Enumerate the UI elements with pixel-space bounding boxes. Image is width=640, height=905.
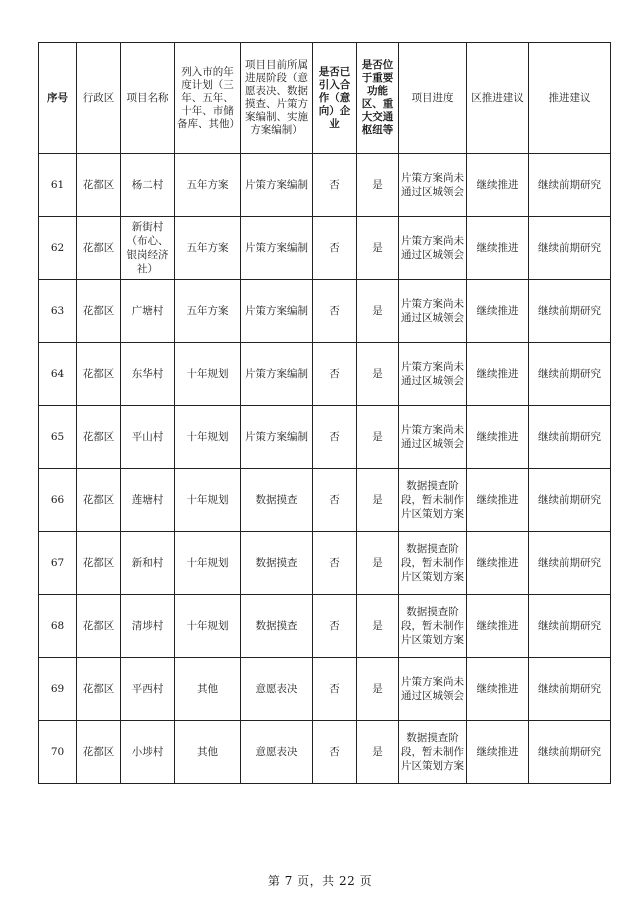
cell-name: 平西村 xyxy=(121,658,175,721)
cell-no: 62 xyxy=(39,217,77,280)
header-plan: 列入市的年度计划（三年、五年、十年、市储备库、其他） xyxy=(175,43,241,154)
cell-cooperation: 否 xyxy=(313,532,357,595)
cell-no: 65 xyxy=(39,406,77,469)
page-number: 第 7 页，共 22 页 xyxy=(267,874,373,888)
cell-advice: 继续前期研究 xyxy=(529,658,611,721)
cell-location: 是 xyxy=(357,406,399,469)
header-name: 项目名称 xyxy=(121,43,175,154)
cell-stage: 片策方案编制 xyxy=(241,280,313,343)
cell-location: 是 xyxy=(357,469,399,532)
cell-advice: 继续前期研究 xyxy=(529,469,611,532)
header-advice: 推进建议 xyxy=(529,43,611,154)
cell-no: 66 xyxy=(39,469,77,532)
cell-progress: 片策方案尚未通过区城领会 xyxy=(399,343,467,406)
cell-stage: 数据摸查 xyxy=(241,532,313,595)
table-row xyxy=(39,280,611,343)
cell-stage: 意愿表决 xyxy=(241,658,313,721)
cell-stage: 数据摸查 xyxy=(241,469,313,532)
cell-advice: 继续前期研究 xyxy=(529,532,611,595)
cell-location: 是 xyxy=(357,280,399,343)
cell-progress: 数据摸查阶段，暂未制作片区策划方案 xyxy=(399,469,467,532)
header-stage: 项目目前所属进展阶段（意愿表决、数据摸查、片策方案编制、实施方案编制） xyxy=(241,43,313,154)
cell-advice: 继续前期研究 xyxy=(529,280,611,343)
cell-location: 是 xyxy=(357,595,399,658)
cell-advice: 继续前期研究 xyxy=(529,721,611,784)
header-no: 序号 xyxy=(39,43,77,154)
cell-progress: 数据摸查阶段，暂未制作片区策划方案 xyxy=(399,595,467,658)
cell-location: 是 xyxy=(357,217,399,280)
cell-no: 63 xyxy=(39,280,77,343)
cell-district: 花都区 xyxy=(77,721,121,784)
cell-progress: 数据摸查阶段，暂未制作片区策划方案 xyxy=(399,532,467,595)
cell-advice: 继续前期研究 xyxy=(529,595,611,658)
cell-district-advice: 继续推进 xyxy=(467,280,529,343)
cell-cooperation: 否 xyxy=(313,721,357,784)
cell-cooperation: 否 xyxy=(313,154,357,217)
cell-district-advice: 继续推进 xyxy=(467,217,529,280)
cell-progress: 片策方案尚未通过区城领会 xyxy=(399,658,467,721)
cell-name: 广塘村 xyxy=(121,280,175,343)
cell-district-advice: 继续推进 xyxy=(467,343,529,406)
table-row xyxy=(39,658,611,721)
cell-district: 花都区 xyxy=(77,406,121,469)
cell-district: 花都区 xyxy=(77,595,121,658)
cell-name: 新街村（布心、银岗经济社） xyxy=(121,217,175,280)
cell-plan: 十年规划 xyxy=(175,406,241,469)
cell-cooperation: 否 xyxy=(313,406,357,469)
cell-location: 是 xyxy=(357,721,399,784)
cell-stage: 片策方案编制 xyxy=(241,154,313,217)
cell-plan: 十年规划 xyxy=(175,469,241,532)
cell-district-advice: 继续推进 xyxy=(467,595,529,658)
cell-plan: 十年规划 xyxy=(175,595,241,658)
cell-advice: 继续前期研究 xyxy=(529,154,611,217)
header-district-advice: 区推进建议 xyxy=(467,43,529,154)
table-row xyxy=(39,217,611,280)
cell-no: 70 xyxy=(39,721,77,784)
table-header xyxy=(39,43,611,154)
table-body xyxy=(39,154,611,784)
cell-plan: 五年方案 xyxy=(175,280,241,343)
cell-district-advice: 继续推进 xyxy=(467,469,529,532)
cell-cooperation: 否 xyxy=(313,280,357,343)
cell-district-advice: 继续推进 xyxy=(467,658,529,721)
cell-location: 是 xyxy=(357,154,399,217)
cell-cooperation: 否 xyxy=(313,343,357,406)
cell-no: 69 xyxy=(39,658,77,721)
table-row xyxy=(39,406,611,469)
cell-name: 清埗村 xyxy=(121,595,175,658)
cell-stage: 片策方案编制 xyxy=(241,217,313,280)
header-cooperation: 是否已引入合作（意向）企业 xyxy=(313,43,357,154)
cell-plan: 十年规划 xyxy=(175,343,241,406)
cell-name: 平山村 xyxy=(121,406,175,469)
cell-no: 68 xyxy=(39,595,77,658)
cell-progress: 数据摸查阶段，暂未制作片区策划方案 xyxy=(399,721,467,784)
header-location: 是否位于重要功能区、重大交通枢纽等 xyxy=(357,43,399,154)
cell-advice: 继续前期研究 xyxy=(529,217,611,280)
cell-stage: 片策方案编制 xyxy=(241,343,313,406)
cell-district-advice: 继续推进 xyxy=(467,406,529,469)
cell-name: 东华村 xyxy=(121,343,175,406)
cell-district: 花都区 xyxy=(77,217,121,280)
cell-name: 小埗村 xyxy=(121,721,175,784)
cell-no: 67 xyxy=(39,532,77,595)
cell-cooperation: 否 xyxy=(313,469,357,532)
cell-plan: 五年方案 xyxy=(175,217,241,280)
header-progress: 项目进度 xyxy=(399,43,467,154)
cell-progress: 片策方案尚未通过区城领会 xyxy=(399,154,467,217)
table-row xyxy=(39,469,611,532)
table-row xyxy=(39,343,611,406)
cell-district: 花都区 xyxy=(77,154,121,217)
cell-plan: 其他 xyxy=(175,721,241,784)
cell-no: 64 xyxy=(39,343,77,406)
cell-name: 莲塘村 xyxy=(121,469,175,532)
project-table xyxy=(38,42,611,784)
table-row xyxy=(39,154,611,217)
cell-cooperation: 否 xyxy=(313,595,357,658)
cell-district-advice: 继续推进 xyxy=(467,154,529,217)
header-district: 行政区 xyxy=(77,43,121,154)
cell-stage: 数据摸查 xyxy=(241,595,313,658)
cell-district: 花都区 xyxy=(77,343,121,406)
cell-district: 花都区 xyxy=(77,280,121,343)
cell-stage: 意愿表决 xyxy=(241,721,313,784)
table-row xyxy=(39,532,611,595)
cell-plan: 十年规划 xyxy=(175,532,241,595)
cell-name: 杨二村 xyxy=(121,154,175,217)
table-row xyxy=(39,595,611,658)
cell-advice: 继续前期研究 xyxy=(529,343,611,406)
cell-name: 新和村 xyxy=(121,532,175,595)
cell-stage: 片策方案编制 xyxy=(241,406,313,469)
cell-progress: 片策方案尚未通过区城领会 xyxy=(399,280,467,343)
cell-location: 是 xyxy=(357,532,399,595)
cell-cooperation: 否 xyxy=(313,658,357,721)
cell-district: 花都区 xyxy=(77,469,121,532)
table-row xyxy=(39,721,611,784)
cell-advice: 继续前期研究 xyxy=(529,406,611,469)
cell-plan: 其他 xyxy=(175,658,241,721)
cell-no: 61 xyxy=(39,154,77,217)
cell-district: 花都区 xyxy=(77,658,121,721)
cell-cooperation: 否 xyxy=(313,217,357,280)
cell-plan: 五年方案 xyxy=(175,154,241,217)
cell-progress: 片策方案尚未通过区城领会 xyxy=(399,406,467,469)
cell-district-advice: 继续推进 xyxy=(467,532,529,595)
cell-district: 花都区 xyxy=(77,532,121,595)
cell-progress: 片策方案尚未通过区城领会 xyxy=(399,217,467,280)
cell-location: 是 xyxy=(357,658,399,721)
cell-district-advice: 继续推进 xyxy=(467,721,529,784)
cell-location: 是 xyxy=(357,343,399,406)
